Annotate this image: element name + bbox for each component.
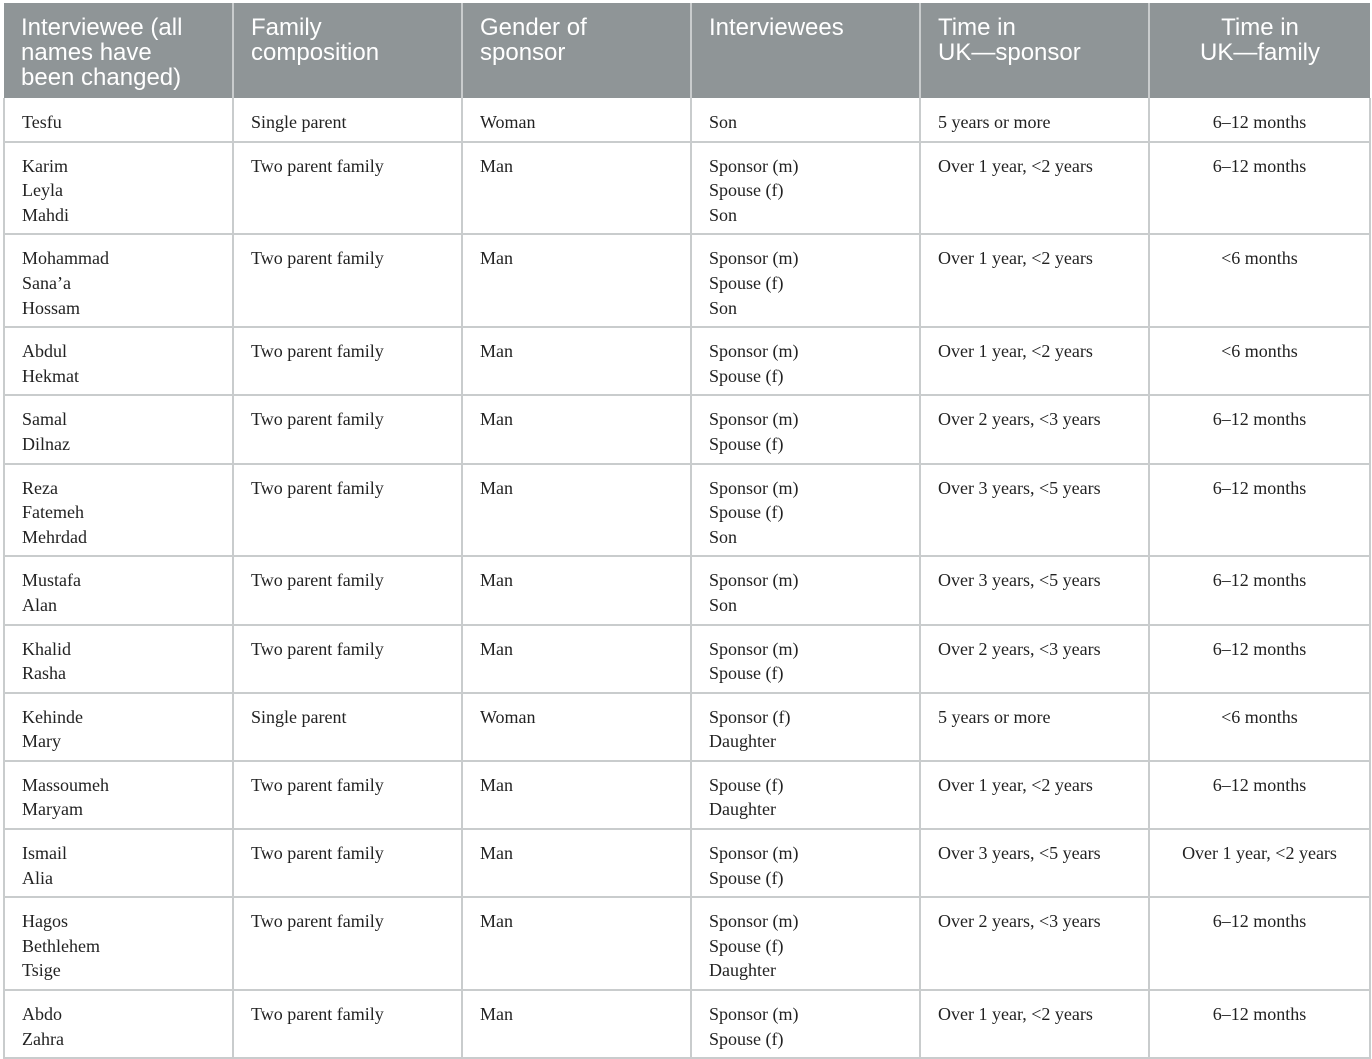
cell-line: Over 1 year, <2 years [938,774,1093,795]
cell-line: Son [709,204,738,225]
cell-line: Son [709,526,738,547]
cell-line: Spouse (f) [709,774,784,795]
cell-line: Maryam [22,799,83,820]
cell-time-in-uk-family [1149,234,1370,327]
cell-line: Woman [480,706,536,727]
cell-interviewees [691,395,920,463]
cell-interviewees [691,464,920,557]
cell-interviewee [4,625,233,693]
cell-family-composition [233,693,462,761]
cell-time-in-uk-family [1149,693,1370,761]
cell-line: Two parent family [251,911,384,932]
cell-interviewees [691,556,920,624]
cell-line: Son [709,594,738,615]
cell-gender-of-sponsor [462,556,691,624]
header-interviewees [691,3,920,98]
cell-time-in-uk-sponsor [920,897,1149,990]
cell-time-in-uk-sponsor [920,142,1149,235]
cell-time-in-uk-family [1149,556,1370,624]
cell-family-composition [233,990,462,1058]
cell-interviewees [691,142,920,235]
cell-time-in-uk-family [1149,897,1370,990]
cell-line: Over 3 years, <5 years [938,477,1101,498]
cell-line: Tesfu [22,112,62,132]
cell-line: Over 1 year, <2 years [938,341,1093,362]
cell-time-in-uk-sponsor [920,625,1149,693]
cell-gender-of-sponsor [462,395,691,463]
cell-time-in-uk-sponsor [920,395,1149,463]
header-line: sponsor [480,39,566,66]
cell-family-composition [233,556,462,624]
cell-line: Spouse (f) [709,663,784,684]
cell-line: Single parent [251,112,347,132]
cell-time-in-uk-family [1149,98,1370,142]
header-line: Interviewee (all [21,14,183,41]
cell-line: Sponsor (m) [709,911,799,932]
cell-line: Man [480,341,513,362]
header-family-composition [233,3,462,98]
cell-line: Spouse (f) [709,433,784,454]
cell-line: Son [709,297,738,318]
cell-time-in-uk-family [1149,395,1370,463]
cell-family-composition [233,829,462,897]
cell-line: Dilnaz [22,433,70,454]
cell-gender-of-sponsor [462,234,691,327]
cell-line: Over 1 year, <2 years [938,155,1093,176]
cell-gender-of-sponsor [462,98,691,142]
cell-line: Mary [22,731,61,752]
cell-line: Daughter [709,799,776,820]
header-line: Time in [1221,14,1299,41]
cell-interviewees [691,693,920,761]
cell-line: Reza [22,477,58,498]
cell-line: Kehinde [22,706,83,727]
cell-family-composition [233,234,462,327]
cell-line: 6–12 months [1212,911,1307,932]
cell-interviewee [4,142,233,235]
cell-line: Sponsor (m) [709,341,799,362]
table-row [4,990,1370,1058]
header-line: composition [251,39,380,66]
header-line: Gender of [480,14,587,41]
cell-line: Two parent family [251,843,384,864]
cell-line: Tsige [22,960,61,981]
table-row [4,829,1370,897]
cell-line: Sponsor (m) [709,477,799,498]
cell-line: Sponsor (m) [709,570,799,591]
table-header [4,3,1370,98]
cell-line: Man [480,1004,513,1025]
cell-gender-of-sponsor [462,464,691,557]
cell-family-composition [233,98,462,142]
cell-line: Man [480,774,513,795]
cell-interviewee [4,234,233,327]
cell-family-composition [233,327,462,395]
cell-interviewee [4,990,233,1058]
cell-line: Two parent family [251,341,384,362]
cell-interviewee [4,897,233,990]
cell-line: Sana’a [22,272,71,293]
cell-line: Mehrdad [22,526,87,547]
cell-line: Khalid [22,638,71,659]
cell-line: <6 months [1221,706,1298,727]
cell-interviewee [4,761,233,829]
cell-line: 5 years or more [938,706,1051,727]
cell-interviewees [691,98,920,142]
cell-interviewee [4,693,233,761]
cell-line: Two parent family [251,774,384,795]
cell-line: Alia [22,867,53,888]
cell-gender-of-sponsor [462,625,691,693]
header-line: been changed) [21,64,182,91]
cell-line: Man [480,248,513,269]
header-time-in-uk-family [1149,3,1370,98]
cell-interviewees [691,829,920,897]
cell-line: Daughter [709,960,776,981]
cell-line: Man [480,570,513,591]
cell-line: Samal [22,409,67,430]
cell-line: Fatemeh [22,502,84,523]
cell-gender-of-sponsor [462,142,691,235]
cell-line: 6–12 months [1212,774,1307,795]
cell-time-in-uk-family [1149,142,1370,235]
header-line: UK—sponsor [938,39,1081,66]
cell-gender-of-sponsor [462,693,691,761]
cell-line: Spouse (f) [709,935,784,956]
cell-line: <6 months [1221,248,1298,269]
cell-line: Two parent family [251,248,384,269]
interviewee-table [3,3,1371,1059]
cell-line: Daughter [709,731,776,752]
cell-time-in-uk-sponsor [920,761,1149,829]
cell-line: Rasha [22,663,66,684]
cell-line: Sponsor (m) [709,638,799,659]
cell-line: Mohammad [22,248,109,269]
cell-time-in-uk-sponsor [920,98,1149,142]
header-line: Time in [938,14,1016,41]
cell-interviewees [691,625,920,693]
cell-line: Over 2 years, <3 years [938,638,1101,659]
cell-time-in-uk-sponsor [920,234,1149,327]
cell-line: Two parent family [251,409,384,430]
cell-line: 6–12 months [1212,477,1307,498]
cell-line: 6–12 months [1212,155,1307,176]
cell-interviewees [691,761,920,829]
cell-time-in-uk-family [1149,464,1370,557]
cell-line: Spouse (f) [709,272,784,293]
cell-line: Two parent family [251,1004,384,1025]
cell-line: Alan [22,594,57,615]
cell-gender-of-sponsor [462,761,691,829]
header-time-in-uk-sponsor [920,3,1149,98]
table-row [4,142,1370,235]
cell-line: Spouse (f) [709,180,784,201]
cell-family-composition [233,625,462,693]
cell-interviewee [4,464,233,557]
cell-line: Sponsor (m) [709,1004,799,1025]
cell-time-in-uk-sponsor [920,829,1149,897]
header-row [4,3,1370,98]
cell-line: Son [709,112,738,132]
cell-line: 6–12 months [1212,570,1307,591]
cell-line: Woman [480,112,536,132]
table-row [4,556,1370,624]
cell-interviewees [691,897,920,990]
cell-line: Abdul [22,341,67,362]
cell-interviewee [4,98,233,142]
cell-gender-of-sponsor [462,897,691,990]
cell-time-in-uk-family [1149,990,1370,1058]
cell-line: 6–12 months [1212,1004,1307,1025]
cell-line: Over 2 years, <3 years [938,409,1101,430]
cell-interviewee [4,395,233,463]
cell-interviewee [4,556,233,624]
cell-line: Sponsor (m) [709,843,799,864]
table-row [4,98,1370,142]
cell-line: Man [480,911,513,932]
table-row [4,897,1370,990]
cell-line: Man [480,409,513,430]
cell-line: Single parent [251,706,347,727]
cell-interviewees [691,234,920,327]
cell-gender-of-sponsor [462,829,691,897]
cell-line: Spouse (f) [709,867,784,888]
cell-line: Ismail [22,843,67,864]
cell-line: Over 1 year, <2 years [938,248,1093,269]
cell-interviewee [4,829,233,897]
cell-line: Man [480,477,513,498]
header-gender-of-sponsor [462,3,691,98]
cell-line: Karim [22,155,68,176]
cell-line: Over 2 years, <3 years [938,911,1101,932]
cell-time-in-uk-sponsor [920,990,1149,1058]
cell-line: Mustafa [22,570,81,591]
header-line: names have [21,39,152,66]
cell-line: Hagos [22,911,68,932]
cell-line: <6 months [1221,341,1298,362]
cell-line: Sponsor (f) [709,706,791,727]
cell-line: Over 3 years, <5 years [938,570,1101,591]
header-line: Family [251,14,322,41]
cell-time-in-uk-sponsor [920,327,1149,395]
cell-line: 6–12 months [1212,638,1307,659]
cell-time-in-uk-sponsor [920,464,1149,557]
cell-time-in-uk-family [1149,327,1370,395]
header-line: UK—family [1199,39,1320,66]
table-row [4,464,1370,557]
cell-line: Spouse (f) [709,365,784,386]
cell-line: Two parent family [251,570,384,591]
table-body [4,98,1370,1058]
cell-line: 6–12 months [1212,409,1307,430]
cell-family-composition [233,395,462,463]
table-row [4,625,1370,693]
cell-line: Zahra [22,1028,64,1049]
cell-time-in-uk-family [1149,829,1370,897]
cell-time-in-uk-family [1149,625,1370,693]
cell-line: Sponsor (m) [709,409,799,430]
header-interviewee [4,3,233,98]
cell-line: Hossam [22,297,80,318]
cell-family-composition [233,464,462,557]
cell-line: Bethlehem [22,935,100,956]
cell-line: Spouse (f) [709,502,784,523]
cell-family-composition [233,142,462,235]
cell-time-in-uk-family [1149,761,1370,829]
cell-line: Over 3 years, <5 years [938,843,1101,864]
cell-line: Over 1 year, <2 years [938,1004,1093,1025]
cell-time-in-uk-sponsor [920,556,1149,624]
table-row [4,327,1370,395]
cell-interviewees [691,327,920,395]
header-line: Interviewees [709,14,844,41]
cell-line: Two parent family [251,638,384,659]
table-row [4,234,1370,327]
table-row [4,693,1370,761]
cell-line: Spouse (f) [709,1028,784,1049]
cell-line: Sponsor (m) [709,155,799,176]
cell-line: Man [480,843,513,864]
table-row [4,395,1370,463]
cell-line: Massoumeh [22,774,109,795]
cell-line: Over 1 year, <2 years [1182,843,1337,864]
cell-family-composition [233,897,462,990]
cell-interviewee [4,327,233,395]
cell-line: Hekmat [22,365,79,386]
cell-line: Abdo [22,1004,62,1025]
cell-gender-of-sponsor [462,327,691,395]
cell-line: Two parent family [251,477,384,498]
cell-time-in-uk-sponsor [920,693,1149,761]
cell-gender-of-sponsor [462,990,691,1058]
cell-line: 6–12 months [1212,112,1307,132]
cell-line: Sponsor (m) [709,248,799,269]
cell-line: Mahdi [22,204,69,225]
cell-line: Leyla [22,180,63,201]
cell-family-composition [233,761,462,829]
cell-line: Man [480,638,513,659]
table-row [4,761,1370,829]
cell-line: 5 years or more [938,112,1051,132]
cell-line: Man [480,155,513,176]
cell-interviewees [691,990,920,1058]
cell-line: Two parent family [251,155,384,176]
